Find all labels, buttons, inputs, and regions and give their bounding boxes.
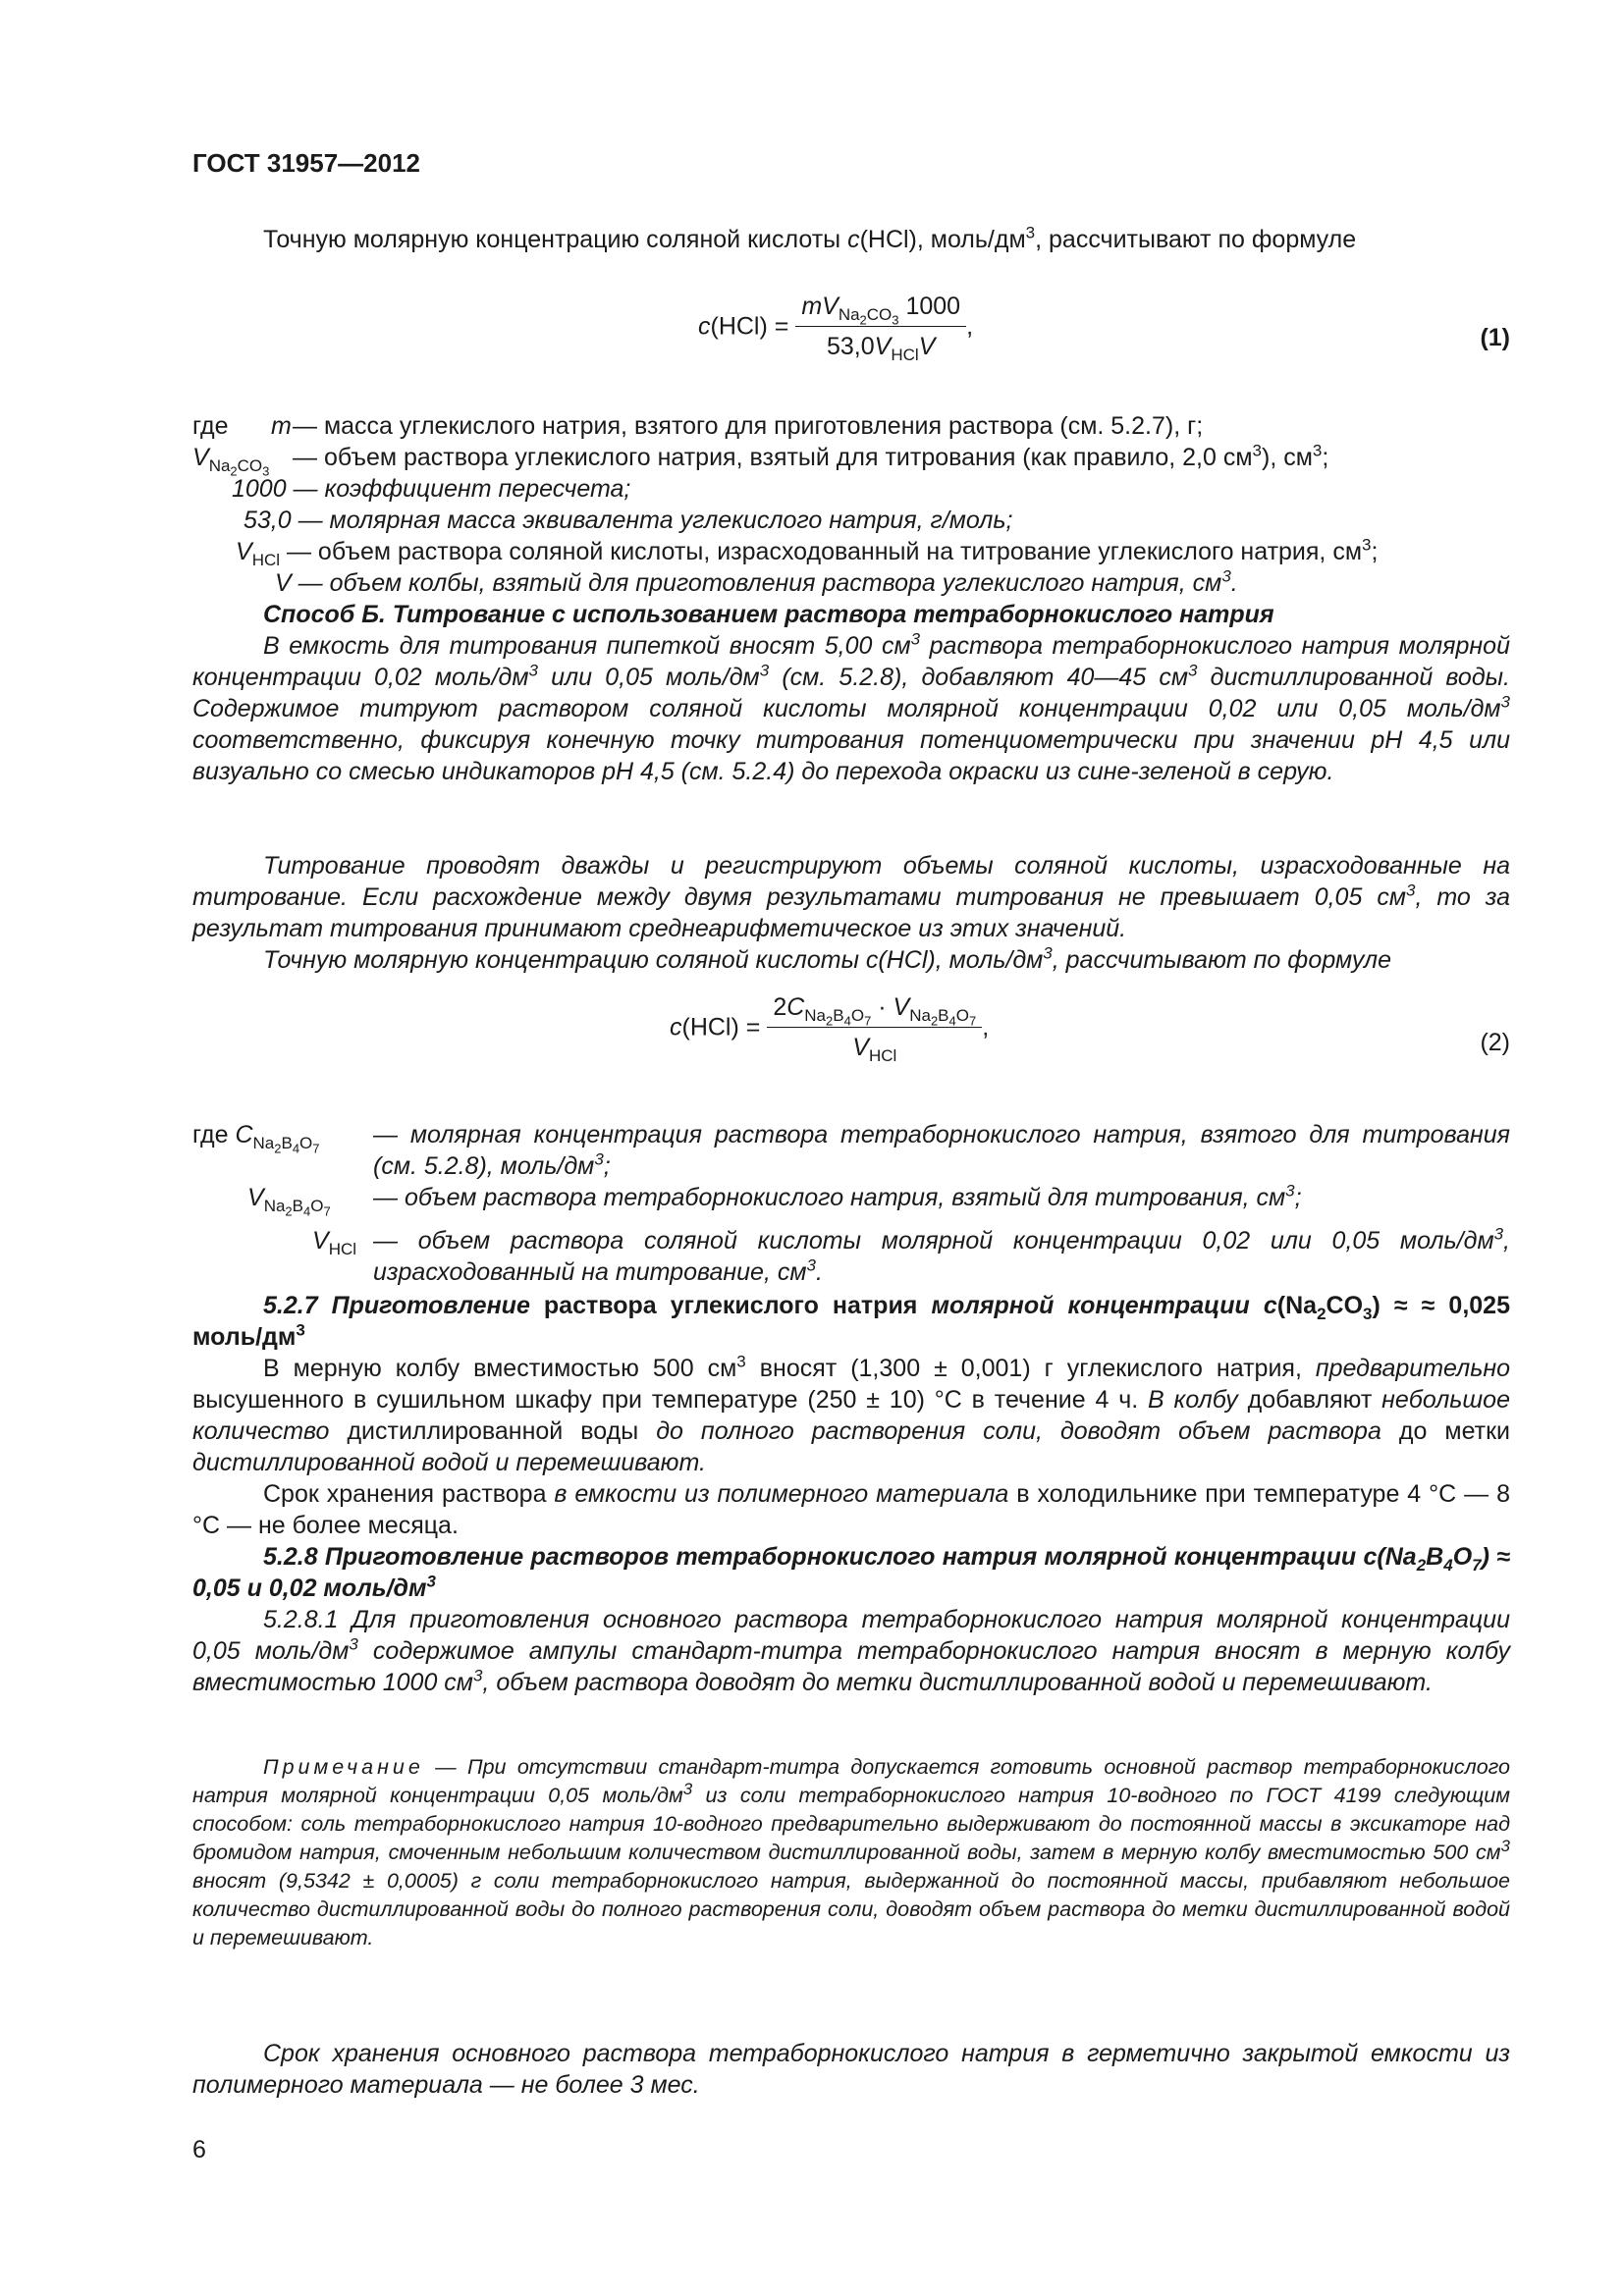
note-label: Примечание — [263, 1755, 424, 1779]
note-block: Примечание — При отсутствии стандарт-титра допускается готовить основной раствор тетраборнокислого натрия молярной концентрации 0,05 моль/$дм^3$ из соли тетраборнокислого натрия 10-водного по ГОСТ 4199 следующим способом: соль тетраборнокислого натрия 10-водного предварительно выдерживают до постоянной массы в эксикаторе над бромидом натрия, смоченным небольшим количеством дистиллированной воды, затем в мерную колбу вместимостью 500 $см^3$ вносят (9,5342 ± 0,0005) г соли тетраборнокислого натрия, выдержанной до постоянной массы, прибавляют небольшое количество дистиллированной воды до полного растворения соли, доводят объем раствора до метки дистиллированной водой и перемешивают. — [192, 1755, 1510, 1949]
formula-2: c(HCl) = $\frac{2C_{Na_2B_4O_7} \cdot V_{Na_2B_4O_7}}{V_{HCl}}$ , — [670, 993, 990, 1065]
where2-sym-vhcl: $V_{HCl}$ — [312, 1227, 357, 1258]
section-528-paragraph-2: Срок хранения основного раствора тетраборнокислого натрия в герметично закрытой емкости из полимерного материала — не более 3 мес. — [192, 2040, 1510, 2099]
where2-text-vhcl: — объем раствора соляной кислоты молярной концентрации 0,02 или 0,05 моль/$дм^3$, израсходованный на титрование, $см^3$. — [373, 1224, 1510, 1286]
method-b-paragraph-3: Точную молярную концентрацию соляной кислоты c(HCl), моль/$дм^3$, рассчитывают по формуле — [263, 943, 1392, 974]
where-sym-m: m — [271, 412, 292, 440]
where-sym-v: V — объем колбы, взятый для приготовления раствора углекислого натрия, $см^3$. — [275, 566, 1238, 597]
where2-sym-c: где $C_{Na_2B_4O_7}$ — [192, 1121, 320, 1156]
method-b-paragraph-1: В емкость для титрования пипеткой вносят 5,00 $см^3$ раствора тетраборнокислого натрия молярной концентрации 0,02 моль/$дм^3$ или 0,05 моль/$дм^3$ (см. 5.2.8), добавляют 40—45 $см^3$ дистиллированной воды. Содержимое титруют раствором соляной кислоты молярной концентрации 0,02 или 0,05 моль/$дм^3$ соответственно, фиксируя конечную точку титрования потенциометрически при значении pH 4,5 или визуально со смесью индикаторов pH 4,5 (см. 5.2.4) до перехода окраски из сине-зеленой в серую. — [192, 629, 1510, 785]
where2-sym-v: $V_{Na_2B_4O_7}$ — [247, 1184, 331, 1219]
formula-1: c(HCl) = $\frac{mV_{Na_2CO_3} 1000}{53,0V_{HCl}V}$ , — [698, 293, 974, 364]
where-sym-vna2co3: $V_{Na_2CO_3}$ — [192, 444, 270, 479]
where2-text-c: — молярная концентрация раствора тетраборнокислого натрия, взятого для титрования (см. 5.2.8), моль/$дм^3$; — [373, 1121, 1510, 1180]
section-527-paragraph-2: Срок хранения раствора в емкости из полимерного материала в холодильнике при температуре 4 °С — 8 °С — не более месяца. — [192, 1480, 1510, 1539]
section-528-paragraph-1: 5.2.8.1 Для приготовления основного раствора тетраборнокислого натрия молярной концентрации 0,05 моль/$дм^3$ содержимое ампулы стандарт-титра тетраборнокислого натрия вносят в мерную колбу вместимостью 1000 $см^3$, объем раствора доводят до метки дистиллированной водой и перемешивают. — [192, 1606, 1511, 1696]
page-number: 6 — [192, 2136, 206, 2163]
document-header: ГОСТ 31957—2012 — [192, 148, 420, 178]
method-b-title: Способ Б. Титрование с использованием раствора тетраборнокислого натрия — [263, 601, 1274, 628]
section-527-paragraph-1: В мерную колбу вместимостью 500 $см^3$ вносят (1,300 ± 0,001) г углекислого натрия, предварительно высушенного в сушильном шкафу при температуре (250 ± 10) °С в течение 4 ч. В колбу добавляют небольшое количество дистиллированной воды до полного растворения соли, доводят объем раствора до метки дистиллированной водой и перемешивают. — [192, 1352, 1511, 1476]
intro-paragraph: Точную молярную концентрацию соляной кислоты c(HCl), моль/$дм^3$, рассчитывают по формуле — [263, 223, 1357, 253]
where-sym-1000: 1000 — коэффициент пересчета; — [232, 475, 631, 503]
formula-1-number: (1) — [1480, 324, 1510, 351]
section-528-heading: 5.2.8 Приготовление растворов тетраборнокислого натрия молярной концентрации $c(Na_2B_4O_7) \approx 0,05$ и 0,02 моль/$дм^3$ — [192, 1543, 1510, 1602]
where2-text-v: — объем раствора тетраборнокислого натрия, взятый для титрования, $см^3$; — [373, 1181, 1302, 1211]
where-sym-530: 53,0 — молярная масса эквивалента углекислого натрия, г/моль; — [244, 507, 1013, 534]
section-527-heading: 5.2.7 Приготовление раствора углекислого натрия молярной концентрации $c(Na_2CO_3)$ ≈ ≈ 0,025 моль/$дм^3$ — [192, 1292, 1510, 1351]
method-b-paragraph-2: Титрование проводят дважды и регистрируют объемы соляной кислоты, израсходованные на титрование. Если расхождение между двумя результатами титрования не превышает 0,05 $см^3$, то за результат титрования принимают среднеарифметическое из этих значений. — [192, 852, 1511, 942]
where-sym-vhcl: $V_{HCl}$ — объем раствора соляной кислоты, израсходованный на титрование углекислого натрия, $см^3$; — [236, 535, 1379, 569]
where-text-vna2co3: — объем раствора углекислого натрия, взятый для титрования (как правило, 2,0 $см^3$), $см^3$; — [293, 441, 1329, 471]
formula-2-number: (2) — [1480, 1029, 1510, 1056]
where-text-m: — масса углекислого натрия, взятого для приготовления раствора (см. 5.2.7), г; — [293, 412, 1204, 440]
where-label: где — [192, 412, 229, 440]
